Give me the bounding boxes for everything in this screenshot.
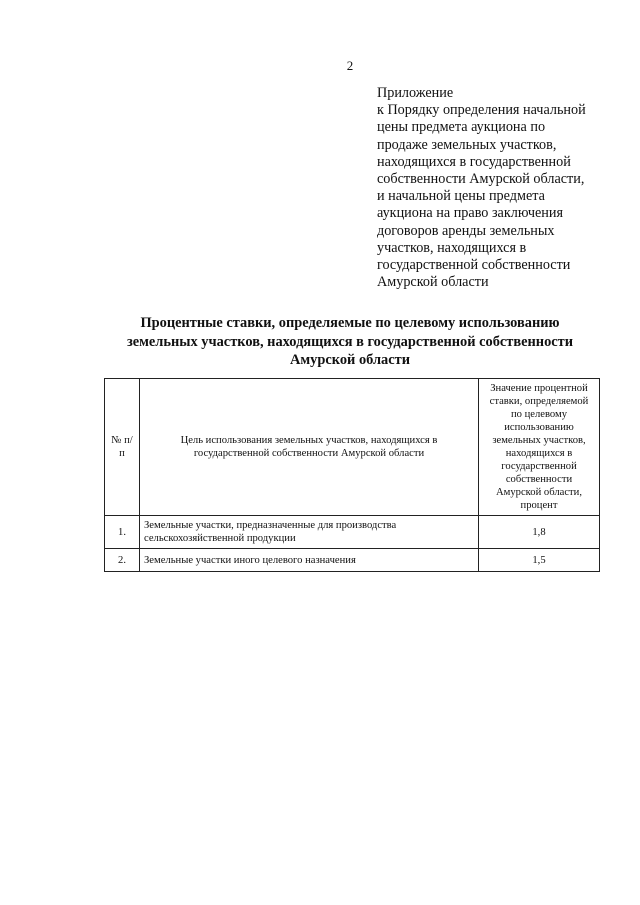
table-row	[105, 516, 600, 549]
row-rate: 1,5	[479, 549, 600, 572]
row-purpose: Земельные участки иного целевого назначения	[140, 549, 479, 572]
appendix-line: к Порядку определения начальной	[377, 102, 586, 119]
title-line: Амурской области	[289, 352, 410, 368]
appendix-line: находящихся в государственной	[377, 153, 571, 170]
header-rate: Значение процентной ставки, определяемой по целевому использованию земельных участков, находящихся в государственной собственности Амурской области, процент	[479, 379, 600, 516]
page-number: 2	[346, 58, 354, 73]
row-purpose: Земельные участки, предназначенные для производства сельскохозяйственной продукции	[140, 516, 479, 549]
appendix-line: аукциона на право заключения	[377, 205, 564, 222]
appendix-line: Приложение	[377, 85, 454, 101]
document-title	[100, 314, 600, 370]
appendix-line: цены предмета аукциона по	[377, 119, 546, 136]
appendix-line: собственности Амурской области,	[377, 171, 585, 188]
appendix-line: договоров аренды земельных	[377, 222, 555, 239]
title-line: Процентные ставки, определяемые по целевому использованию	[140, 315, 560, 331]
header-number: № п/п	[105, 379, 140, 516]
appendix-line: Амурской области	[377, 274, 489, 291]
appendix-reference	[377, 85, 607, 291]
table-row	[105, 549, 600, 572]
header-purpose: Цель использования земельных участков, находящихся в государственной собственности Амурской области	[140, 379, 479, 516]
table-header-row	[105, 379, 600, 516]
appendix-line: продаже земельных участков,	[377, 136, 557, 153]
row-number: 2.	[105, 549, 140, 572]
row-rate: 1,8	[479, 516, 600, 549]
appendix-line: и начальной цены предмета	[377, 188, 545, 205]
appendix-line: государственной собственности	[377, 257, 571, 274]
appendix-line: участков, находящихся в	[377, 239, 527, 256]
rates-table	[104, 378, 600, 572]
title-line: земельных участков, находящихся в государственной собственности	[126, 333, 574, 350]
row-number: 1.	[105, 516, 140, 549]
